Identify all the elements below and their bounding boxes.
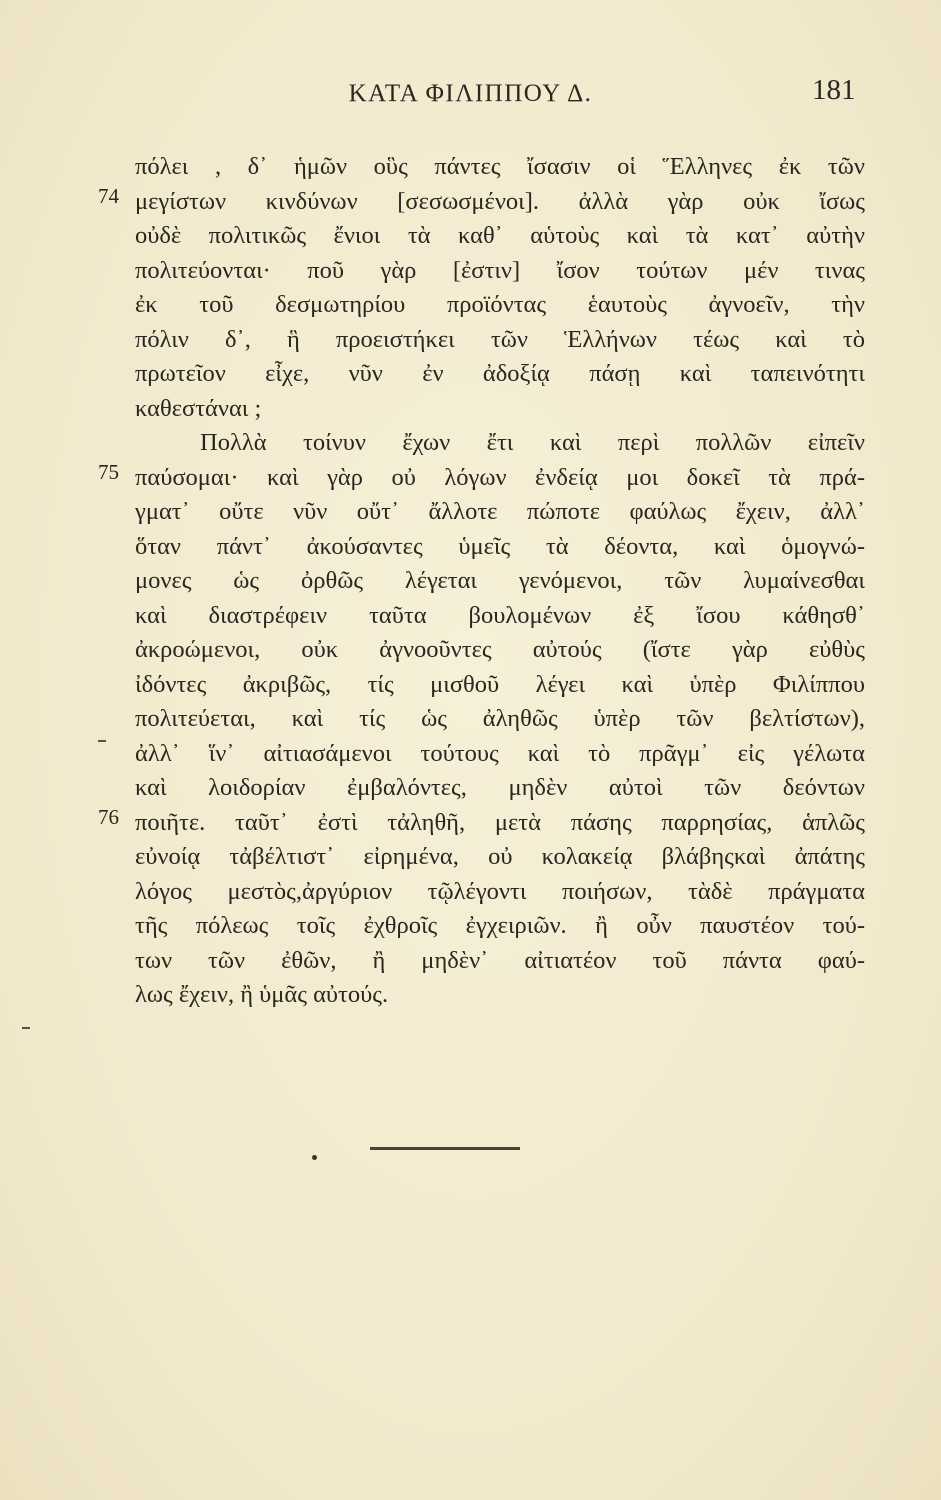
section-number: 74 <box>98 184 119 208</box>
ink-dot <box>312 1155 317 1160</box>
text-line: ἀκροώμενοι, οὐκ ἀγνοοῦντες αὐτούς (ἴστε γὰρ εὐθὺς <box>135 636 865 663</box>
margin-tick <box>98 740 106 742</box>
text-line: των τῶν ἐθῶν, ἢ μηδὲν᾽ αἰτιατέον τοῦ πάντα φαύ- <box>135 946 865 974</box>
text-line: εὐνοίᾳ τἀβέλτιστ᾽ εἰρημένα, οὐ κολακείᾳ βλάβηςκαὶ ἀπάτης <box>135 843 865 870</box>
running-head <box>0 74 941 120</box>
text-line: ἐκ τοῦ δεσμωτηρίου προϊόντας ἑαυτοὺς ἀγνοεῖν, τὴν <box>135 291 865 318</box>
text-line: καὶ διαστρέφειν ταῦτα βουλομένων ἐξ ἴσου κάθησθ᾽ <box>135 601 865 629</box>
text-line: ἰδόντες ἀκριβῶς, τίς μισθοῦ λέγει καὶ ὑπὲρ Φιλίππου <box>135 670 865 698</box>
text-line: ὅταν πάντ᾽ ἀκούσαντες ὑμεῖς τὰ δέοντα, καὶ ὁμογνώ- <box>135 532 865 560</box>
text-line: παύσομαι· καὶ γὰρ οὐ λόγων ἐνδείᾳ μοι δοκεῖ τὰ πρά- <box>135 463 865 491</box>
margin-tick <box>22 1027 30 1029</box>
text-line: ποιῆτε. ταῦτ᾽ ἐστὶ τἀληθῆ, μετὰ πάσης παρρησίας, ἁπλῶς <box>135 808 865 836</box>
running-title: ΚΑΤΑ ΦΙΛΙΠΠΟΥ Δ. <box>348 80 593 107</box>
text-line: λως ἔχειν, ἢ ὑμᾶς αὐτούς. <box>135 981 389 1008</box>
body-text <box>135 150 865 1013</box>
text-line: Πολλὰ τοίνυν ἔχων ἔτι καὶ περὶ πολλῶν εἰπεῖν <box>200 429 865 456</box>
section-number: 76 <box>98 805 119 829</box>
text-line: καθεστάναι ; <box>135 394 262 422</box>
text-line: πόλει , δ᾽ ἡμῶν οὓς πάντες ἴσασιν οἱ Ἕλληνες ἐκ τῶν <box>135 153 865 180</box>
text-line: οὐδὲ πολιτικῶς ἔνιοι τὰ καθ᾽ αὑτοὺς καὶ τὰ κατ᾽ αὐτὴν <box>135 222 865 249</box>
text-line: γματ᾽ οὔτε νῦν οὔτ᾽ ἄλλοτε πώποτε φαύλως ἔχειν, ἀλλ᾽ <box>135 498 865 525</box>
text-line: πολιτεύεται, καὶ τίς ὡς ἀληθῶς ὑπὲρ τῶν βελτίστων), <box>135 705 865 732</box>
text-line: πόλιν δ᾽, ἣ προειστήκει τῶν Ἑλλήνων τέως καὶ τὸ <box>135 325 865 353</box>
text-line: μονες ὡς ὀρθῶς λέγεται γενόμενοι, τῶν λυμαίνεσθαι <box>135 567 865 594</box>
text-line: μεγίστων κινδύνων [σεσωσμένοι]. ἀλλὰ γὰρ οὐκ ἴσως <box>135 187 865 215</box>
text-line: πολιτεύονται· ποῦ γὰρ [ἐστιν] ἴσον τούτων μέν τινας <box>135 256 865 284</box>
page-number: 181 <box>812 74 856 106</box>
text-line: τῆς πόλεως τοῖς ἐχθροῖς ἐγχειριῶν. ἢ οὖν παυστέον τού- <box>135 912 865 939</box>
text-line: ἀλλ᾽ ἵν᾽ αἰτιασάμενοι τούτους καὶ τὸ πρᾶγμ᾽ εἰς γέλωτα <box>135 739 865 767</box>
text-line: πρωτεῖον εἶχε, νῦν ἐν ἀδοξίᾳ πάσῃ καὶ ταπεινότητι <box>135 360 865 387</box>
text-line: καὶ λοιδορίαν ἐμβαλόντες, μηδὲν αὐτοὶ τῶν δεόντων <box>135 774 865 801</box>
text-line: λόγος μεστὸς,ἀργύριον τῷλέγοντι ποιήσων, τὰδὲ πράγματα <box>135 877 865 905</box>
end-rule <box>370 1147 520 1150</box>
section-number: 75 <box>98 460 119 484</box>
